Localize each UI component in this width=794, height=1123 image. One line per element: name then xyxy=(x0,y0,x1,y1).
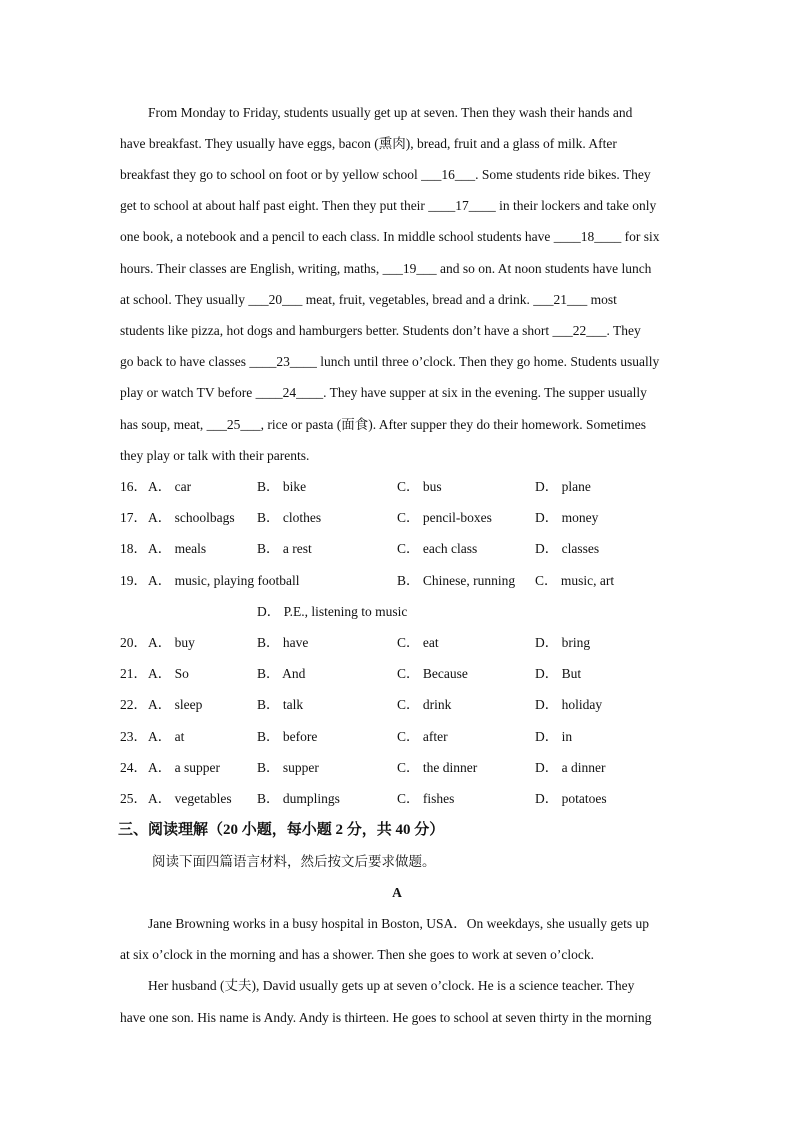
passage-line: play or watch TV before ____24____. They have supper at six in the evening. The supper usually xyxy=(120,385,647,400)
option-a: A． buy xyxy=(148,635,195,650)
passage-a-line: at six o’clock in the morning and has a shower. Then she goes to work at seven o’clock. xyxy=(120,947,595,962)
passage-line: one book, a notebook and a pencil to each class. In middle school students have ____18____ for six xyxy=(120,229,660,244)
option-c: C． music, art xyxy=(535,573,615,588)
option-d: D． in xyxy=(535,729,573,744)
question-number: 19． xyxy=(120,573,147,588)
option-c: C． the dinner xyxy=(397,760,478,775)
question-number: 25． xyxy=(120,791,147,806)
option-c: C． each class xyxy=(397,541,478,556)
option-d: D． holiday xyxy=(535,697,603,712)
option-d: D． plane xyxy=(535,479,591,494)
passage-line: have breakfast. They usually have eggs, bacon (熏肉), bread, fruit and a glass of milk. After xyxy=(120,136,617,151)
passage-a-line: Jane Browning works in a busy hospital in Boston, USA．On weekdays, she usually gets up xyxy=(148,916,649,931)
option-a: A． car xyxy=(148,479,192,494)
option-a: A． vegetables xyxy=(148,791,232,806)
passage-a-line: Her husband (丈夫), David usually gets up at seven o’clock. He is a science teacher. They xyxy=(148,978,635,993)
question-number: 18． xyxy=(120,541,147,556)
option-a: A． music, playing football xyxy=(148,573,300,588)
option-a: A． So xyxy=(148,666,189,681)
option-d: D． But xyxy=(535,666,582,681)
option-b: B． talk xyxy=(257,697,304,712)
question-number: 23． xyxy=(120,729,147,744)
option-d: D． potatoes xyxy=(535,791,607,806)
option-a: A． at xyxy=(148,729,185,744)
passage-a-line: have one son. His name is Andy. Andy is thirteen. He goes to school at seven thirty in the morning xyxy=(120,1010,652,1025)
passage-line: go back to have classes ____23____ lunch until three o’clock. Then they go home. Students usually xyxy=(120,354,660,369)
option-b: B． bike xyxy=(257,479,307,494)
passage-line: From Monday to Friday, students usually get up at seven. Then they wash their hands and xyxy=(148,105,633,120)
option-d: D． a dinner xyxy=(535,760,606,775)
passage-line: students like pizza, hot dogs and hamburgers better. Students don’t have a short ___22___. They xyxy=(120,323,641,338)
option-c: C． bus xyxy=(397,479,442,494)
question-number: 16． xyxy=(120,479,147,494)
option-a: A． meals xyxy=(148,541,207,556)
passage-a-title: A xyxy=(392,885,402,900)
option-c: C． fishes xyxy=(397,791,455,806)
passage-line: has soup, meat, ___25___, rice or pasta (面食). After supper they do their homework. Sometimes xyxy=(120,417,647,432)
option-d: D． P.E., listening to music xyxy=(257,604,408,619)
question-number: 21． xyxy=(120,666,147,681)
option-b: B． have xyxy=(257,635,309,650)
passage-line: hours. Their classes are English, writing, maths, ___19___ and so on. At noon students have lunch xyxy=(120,261,652,276)
option-a: A． sleep xyxy=(148,697,203,712)
section-heading: 三、阅读理解（20 小题，每小题 2 分，共 40 分） xyxy=(118,822,445,838)
option-c: C． after xyxy=(397,729,448,744)
option-a: A． a supper xyxy=(148,760,220,775)
option-b: B． dumplings xyxy=(257,791,340,806)
question-number: 17． xyxy=(120,510,147,525)
option-c: C． pencil-boxes xyxy=(397,510,492,525)
question-number: 22． xyxy=(120,697,147,712)
option-b: B． And xyxy=(257,666,306,681)
option-c: C． drink xyxy=(397,697,452,712)
question-number: 20． xyxy=(120,635,147,650)
option-b: B． a rest xyxy=(257,541,312,556)
question-number: 24． xyxy=(120,760,147,775)
option-b: B． before xyxy=(257,729,318,744)
passage-line: at school. They usually ___20___ meat, fruit, vegetables, bread and a drink. ___21___ most xyxy=(120,292,617,307)
option-c: C． Because xyxy=(397,666,468,681)
passage-line: they play or talk with their parents. xyxy=(120,448,310,463)
option-b: B． Chinese, running xyxy=(397,573,516,588)
option-a: A． schoolbags xyxy=(148,510,235,525)
option-d: D． classes xyxy=(535,541,600,556)
section-instruction: 阅读下面四篇语言材料，然后按文后要求做题。 xyxy=(152,854,436,869)
option-b: B． clothes xyxy=(257,510,322,525)
option-b: B． supper xyxy=(257,760,319,775)
option-d: D． bring xyxy=(535,635,591,650)
passage-line: get to school at about half past eight. Then they put their ____17____ in their lockers and take only xyxy=(120,198,657,213)
passage-line: breakfast they go to school on foot or by yellow school ___16___. Some students ride bikes. They xyxy=(120,167,651,182)
option-d: D． money xyxy=(535,510,599,525)
option-c: C． eat xyxy=(397,635,439,650)
